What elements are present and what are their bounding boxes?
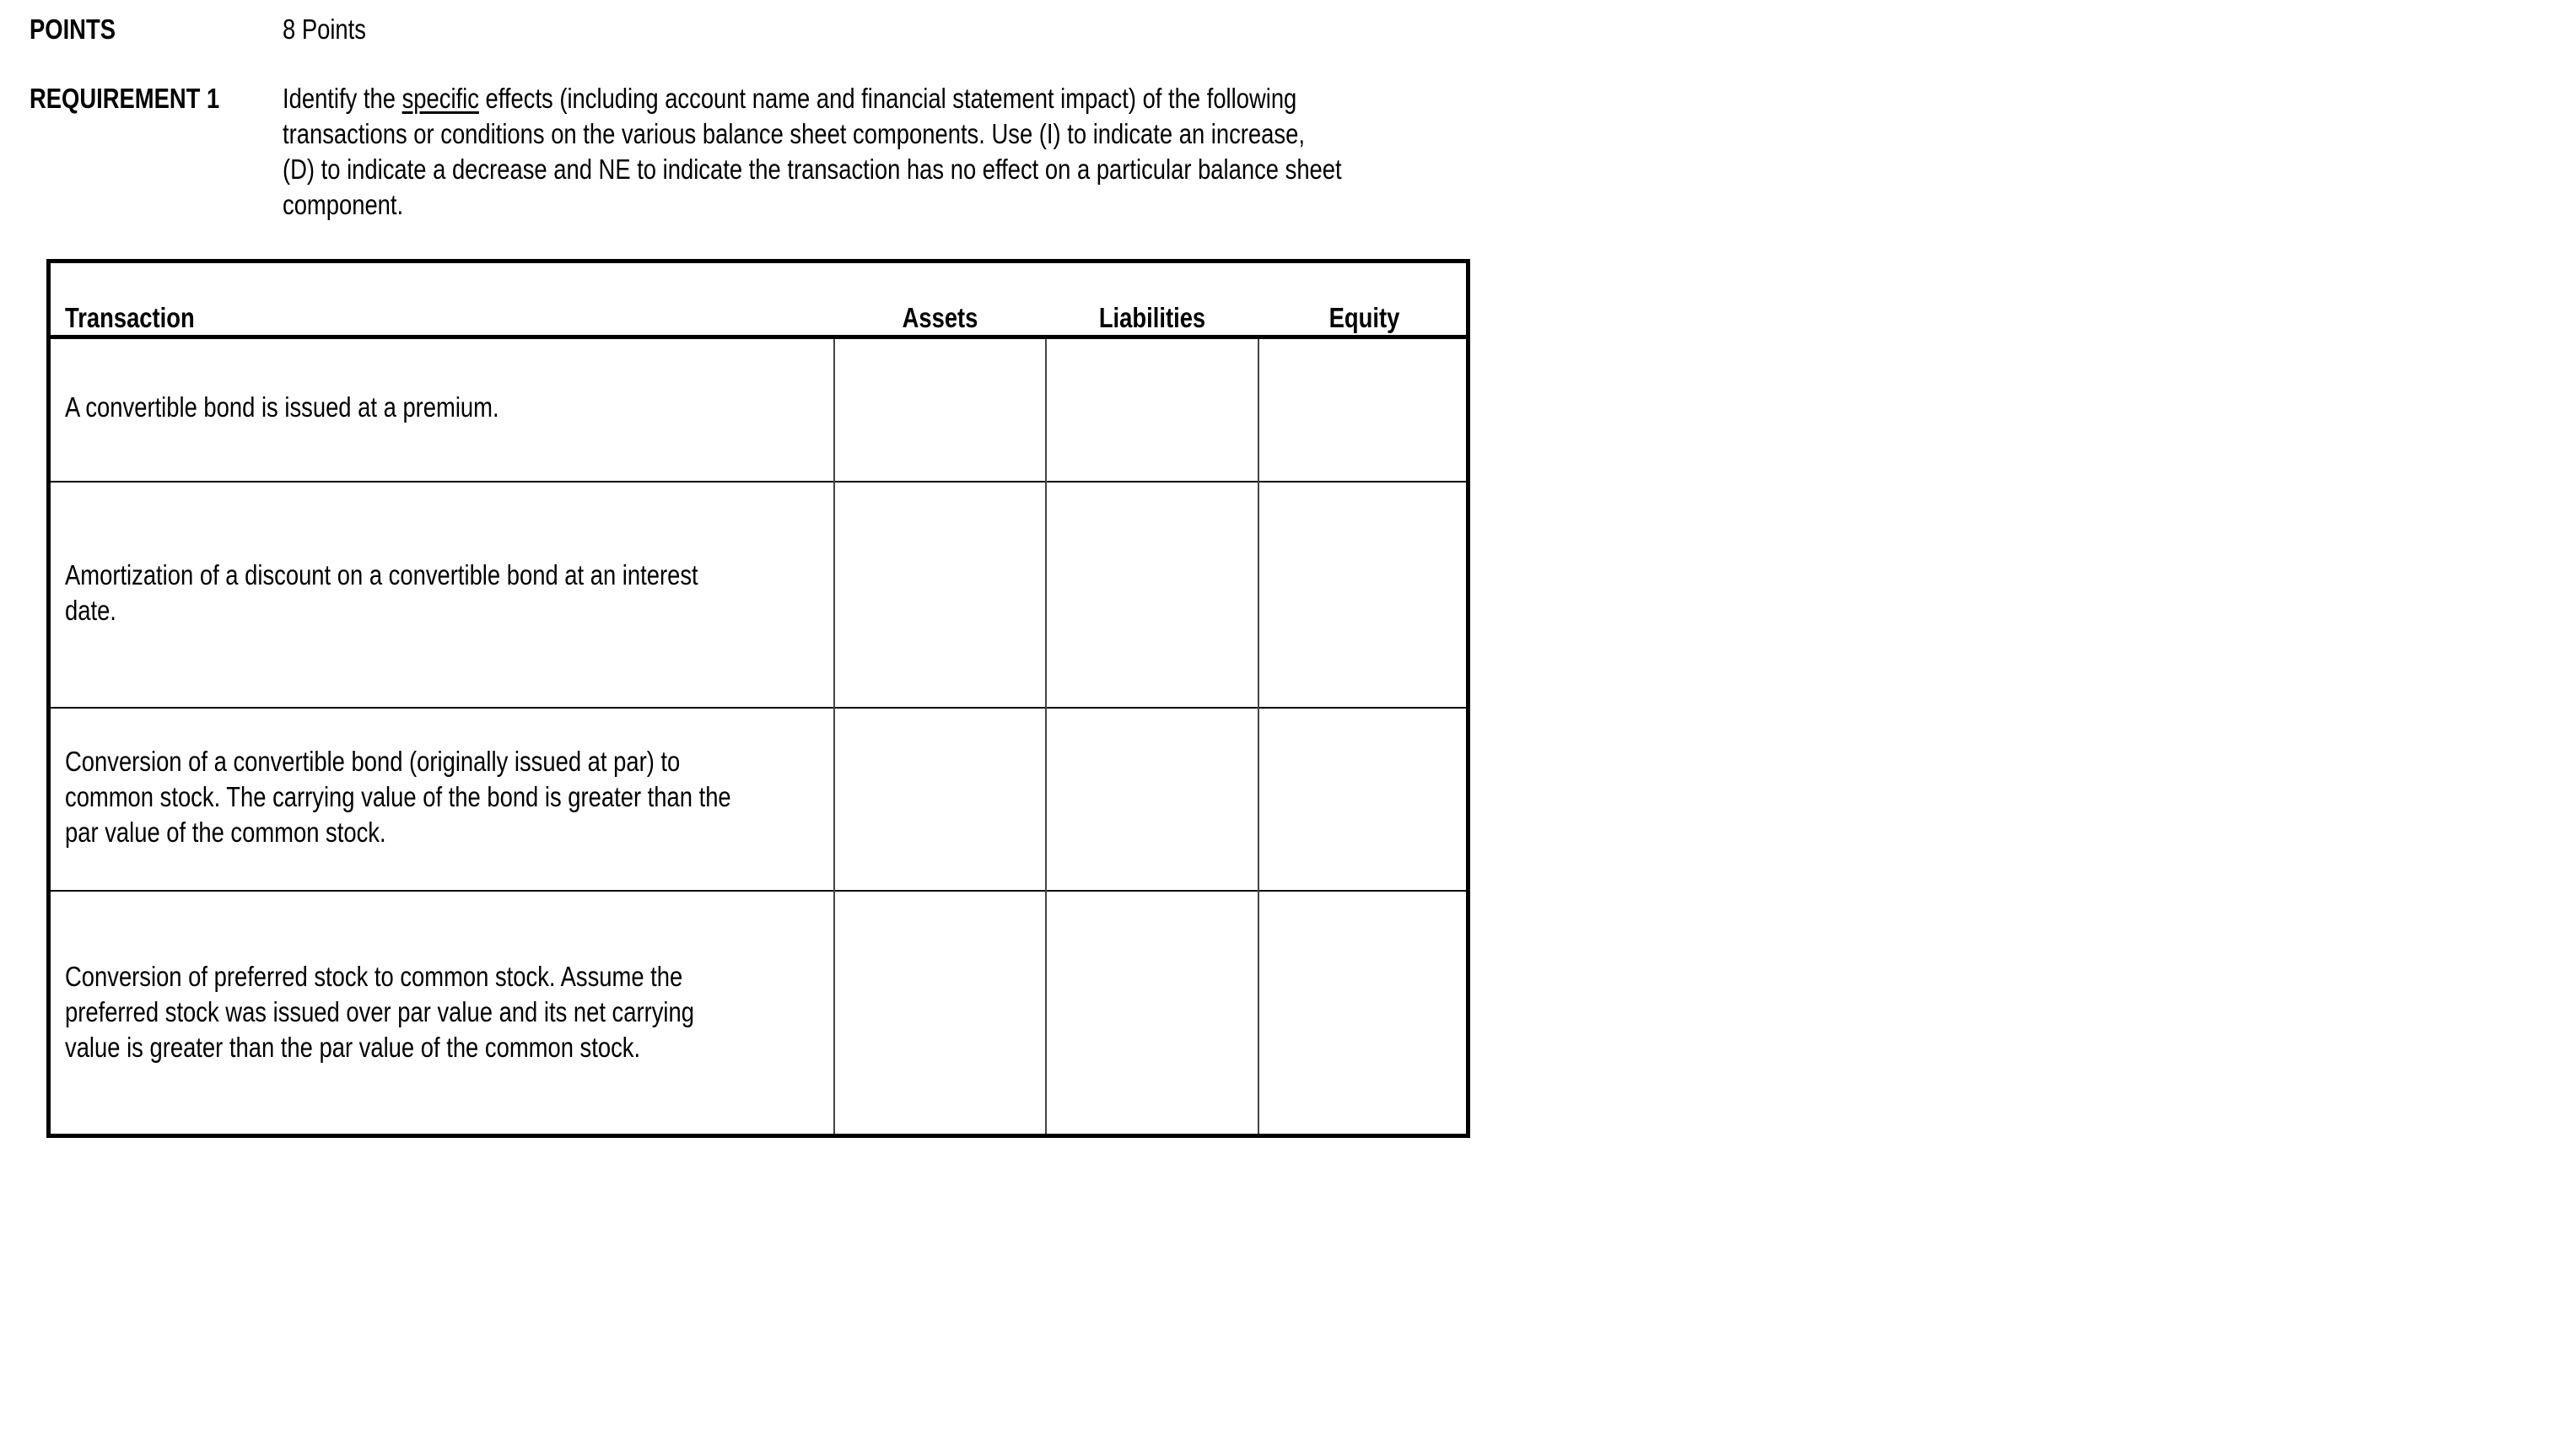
header-assets: Assets bbox=[902, 302, 978, 333]
row-1-liabilities-cell[interactable] bbox=[1047, 339, 1258, 481]
header-transaction: Transaction bbox=[65, 302, 195, 333]
table-row-1-transaction: A convertible bond is issued at a premium. bbox=[65, 391, 499, 423]
row-1-equity-cell[interactable] bbox=[1259, 339, 1470, 481]
row-4-equity-cell[interactable] bbox=[1259, 892, 1470, 1134]
table-row-3-transaction: Conversion of a convertible bond (originally issued at par) to common stock. The carrying value of the bond is greater than the par value of the common stock. bbox=[65, 746, 731, 848]
requirement-label: REQUIREMENT 1 bbox=[30, 83, 220, 114]
requirement-line: component. bbox=[283, 189, 404, 220]
requirement-line: transactions or conditions on the various balance sheet components. Use (I) to indicate an increase, bbox=[283, 118, 1305, 149]
row-2-equity-cell[interactable] bbox=[1259, 482, 1470, 707]
requirement-line: (D) to indicate a decrease and NE to indicate the transaction has no effect on a particular balance sheet bbox=[283, 154, 1342, 185]
row-3-assets-cell[interactable] bbox=[835, 709, 1045, 890]
table-row-2-transaction: Amortization of a discount on a convertible bond at an interest date. bbox=[65, 559, 698, 626]
row-2-liabilities-cell[interactable] bbox=[1047, 482, 1258, 707]
row-2-assets-cell[interactable] bbox=[835, 482, 1045, 707]
header-liabilities: Liabilities bbox=[1098, 302, 1206, 333]
emphasis-specific: specific bbox=[401, 83, 479, 114]
table-row-4-transaction: Conversion of preferred stock to common stock. Assume the preferred stock was issued over par value and its net carrying value is greater than the par value of the common stock. bbox=[65, 961, 694, 1063]
answer-table bbox=[46, 259, 1470, 1138]
row-1-assets-cell[interactable] bbox=[835, 339, 1045, 481]
requirement-text-start: Identify the bbox=[283, 83, 402, 114]
row-4-liabilities-cell[interactable] bbox=[1047, 892, 1258, 1134]
points-label: POINTS bbox=[30, 13, 116, 45]
header-equity: Equity bbox=[1328, 302, 1400, 333]
row-3-equity-cell[interactable] bbox=[1259, 709, 1470, 890]
requirement-text bbox=[283, 81, 1559, 223]
row-3-liabilities-cell[interactable] bbox=[1047, 709, 1258, 890]
requirement-text-rest: effects (including account name and financial statement impact) of the following bbox=[478, 83, 1297, 114]
row-4-assets-cell[interactable] bbox=[835, 892, 1045, 1134]
points-value: 8 Points bbox=[283, 13, 366, 45]
